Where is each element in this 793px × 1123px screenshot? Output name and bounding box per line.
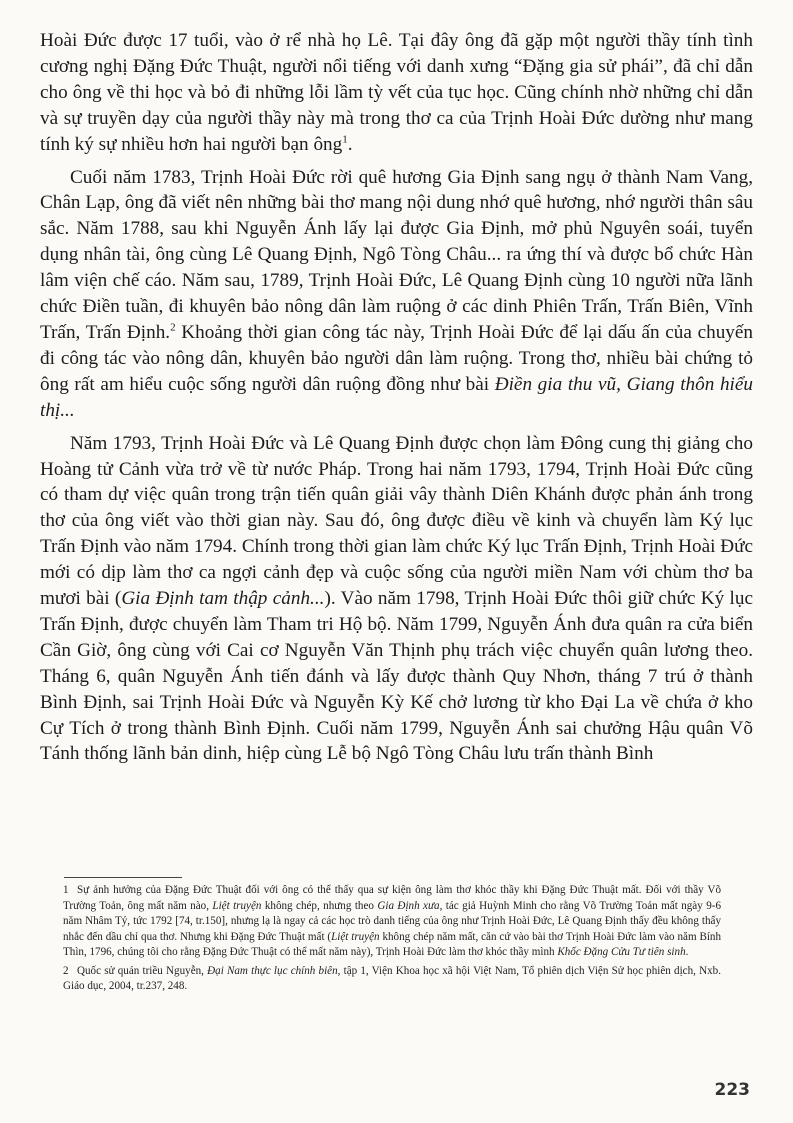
footnote-1-text: Sự ảnh hưởng của Đặng Đức Thuật đối với ông có thể thấy qua sự kiện ông làm thơ khóc thầy khi Đặng Đức Thuật mất. Đối với thầy Võ Trường Toản, ông mất năm nào, [63, 884, 721, 912]
paragraph-2-text-b: Khoảng thời gian công tác này, Trịnh Hoài Đức để lại dấu ấn của chuyến đi công tác vào nông dân, khuyên bảo người dân làm ruộng. Trong thơ, nhiều bài chứng tỏ ông rất am hiểu cuộc sống người dân ruộng đồng như bài [40, 321, 753, 395]
paragraph-1-end: . [347, 133, 353, 155]
footnote-1-number: 1 [63, 884, 69, 896]
body-text [40, 28, 753, 774]
footnote-1 [63, 883, 721, 961]
footnote-1-text-b: không chép, nhưng theo [261, 899, 378, 912]
footnote-1-italic-1: Liệt truyện [212, 899, 262, 912]
footnotes [63, 883, 721, 998]
paragraph-1 [40, 28, 753, 158]
page-number: 223 [714, 1080, 750, 1100]
footnote-1-text-e: . [685, 946, 689, 958]
footnote-1-text-c: , tác giả Huỳnh Minh cho rằng Võ Trường Toản mất ngày 9-6 năm Nhâm Tý, tức 1792 [74, tr.150], nhưng lạ là ngay cả các học trò danh tiếng của ông như Trịnh Hoài Đức, Lê Quang Định thấy đều không thấy nhắc đến dầu chỉ qua thơ. Nhưng khi Đặng Đức Thuật mất ( [63, 899, 721, 943]
paragraph-3-text-b: ). Vào năm 1798, Trịnh Hoài Đức thôi giữ chức Ký lục Trấn Định, được chuyển làm Tham tri Hộ bộ. Năm 1799, Nguyễn Ánh đưa quân ra cửa biển Cần Giờ, ông cùng với Cai cơ Nguyễn Văn Thịnh phụ trách việc chuyển quân lương theo. Tháng 6, quân Nguyễn Ánh tiến đánh và lấy được thành Quy Nhơn, tháng 7 trú ở thành Bình Định, sai Trịnh Hoài Đức và Nguyễn Kỳ Kế chở lương từ kho Đại La về chứa ở kho Cự Tích ở trong thành Bình Định. Cuối năm 1799, Nguyễn Ánh sai chưởng Hậu quân Võ Tánh thống lãnh bản dinh, hiệp cùng Lễ bộ Ngô Tòng Châu lưu trấn thành Bình [40, 588, 753, 765]
footnote-1-italic-3: Liệt truyện [331, 930, 380, 943]
paragraph-1-text: Hoài Đức được 17 tuổi, vào ở rể nhà họ Lê. Tại đây ông đã gặp một người thầy tính tình cương nghị Đặng Đức Thuật, người nổi tiếng với danh xưng “Đặng gia sử phái”, đã chỉ dẫn cho ông về thi học và bỏ đi những lỗi lầm tỳ vết của tục học. Cũng chính nhờ những chỉ dẫn và sự truyền dạy của người thầy này mà trong thơ ca của Trịnh Hoài Đức dường như mang tính ký sự nhiều hơn hai người bạn ông [40, 30, 753, 155]
footnote-ref-1[interactable]: 1 [342, 133, 348, 146]
footnote-ref-2[interactable]: 2 [170, 321, 176, 334]
footnote-1-italic-2: Gia Định xưa [377, 899, 440, 912]
footnote-2-italic-1: Đại Nam thực lục chính biên [207, 964, 338, 977]
paragraph-3 [40, 431, 753, 768]
footnote-2-text: Quốc sử quán triều Nguyễn, [77, 964, 208, 977]
paragraph-2-italic: Điền gia thu vũ, Giang thôn hiểu thị... [40, 373, 754, 421]
footnote-2 [63, 964, 721, 995]
paragraph-2 [40, 165, 753, 424]
paragraph-2-text: Cuối năm 1783, Trịnh Hoài Đức rời quê hương Gia Định sang ngụ ở thành Nam Vang, Chân Lạp, ông đã viết nên những bài thơ mang nội dung nhớ quê hương, nhớ người thân sâu sắc. Năm 1788, sau khi Nguyễn Ánh lấy lại được Gia Định, mở phủ Nguyên soái, tuyển dụng nhân tài, ông cùng Lê Quang Định, Ngô Tòng Châu... ra ứng thí và được bổ chức Hàn lâm viện chế cáo. Năm sau, 1789, Trịnh Hoài Đức, Lê Quang Định cùng 10 người nữa lãnh chức Điền tuần, đi khuyên bảo nông dân làm ruộng ở các dinh Phiên Trấn, Trấn Biên, Vĩnh Trấn, Trấn Định. [40, 166, 753, 343]
footnote-1-text-d: không chép năm mất, căn cứ vào bài thơ Trịnh Hoài Đức làm vào năm Bính Thìn, 1796, chúng tôi cho rằng Đặng Đức Thuật có thể mất năm này), Trịnh Hoài Đức làm thơ khóc thầy mình [63, 930, 722, 958]
footnote-1-italic-4: Khốc Đặng Cửu Tư tiên sinh [557, 946, 686, 958]
footnote-2-number: 2 [63, 964, 69, 977]
footnote-divider [64, 877, 182, 878]
paragraph-3-text: Năm 1793, Trịnh Hoài Đức và Lê Quang Định được chọn làm Đông cung thị giảng cho Hoàng tử Cảnh vừa trở về từ nước Pháp. Trong hai năm 1793, 1794, Trịnh Hoài Đức cũng có tham dự việc quân trong trận tiến quân giải vây thành Diên Khánh được phản ánh trong thơ của ông viết vào thời gian này. Sau đó, ông được điều về kinh và chuyển làm Ký lục Trấn Định vào năm 1794. Chính trong thời gian làm chức Ký lục Trấn Định, Trịnh Hoài Đức mới có dịp làm thơ ca ngợi cảnh đẹp và cuộc sống của người miền Nam với chùm thơ ba mươi bài ( [40, 432, 753, 610]
paragraph-3-italic: Gia Định tam thập cảnh... [121, 588, 325, 610]
footnote-2-text-b: , tập 1, Viện Khoa học xã hội Việt Nam, Tổ phiên dịch Viện Sử học phiên dịch, Nxb. Giáo dục, 2004, tr.237, 248. [63, 964, 721, 992]
